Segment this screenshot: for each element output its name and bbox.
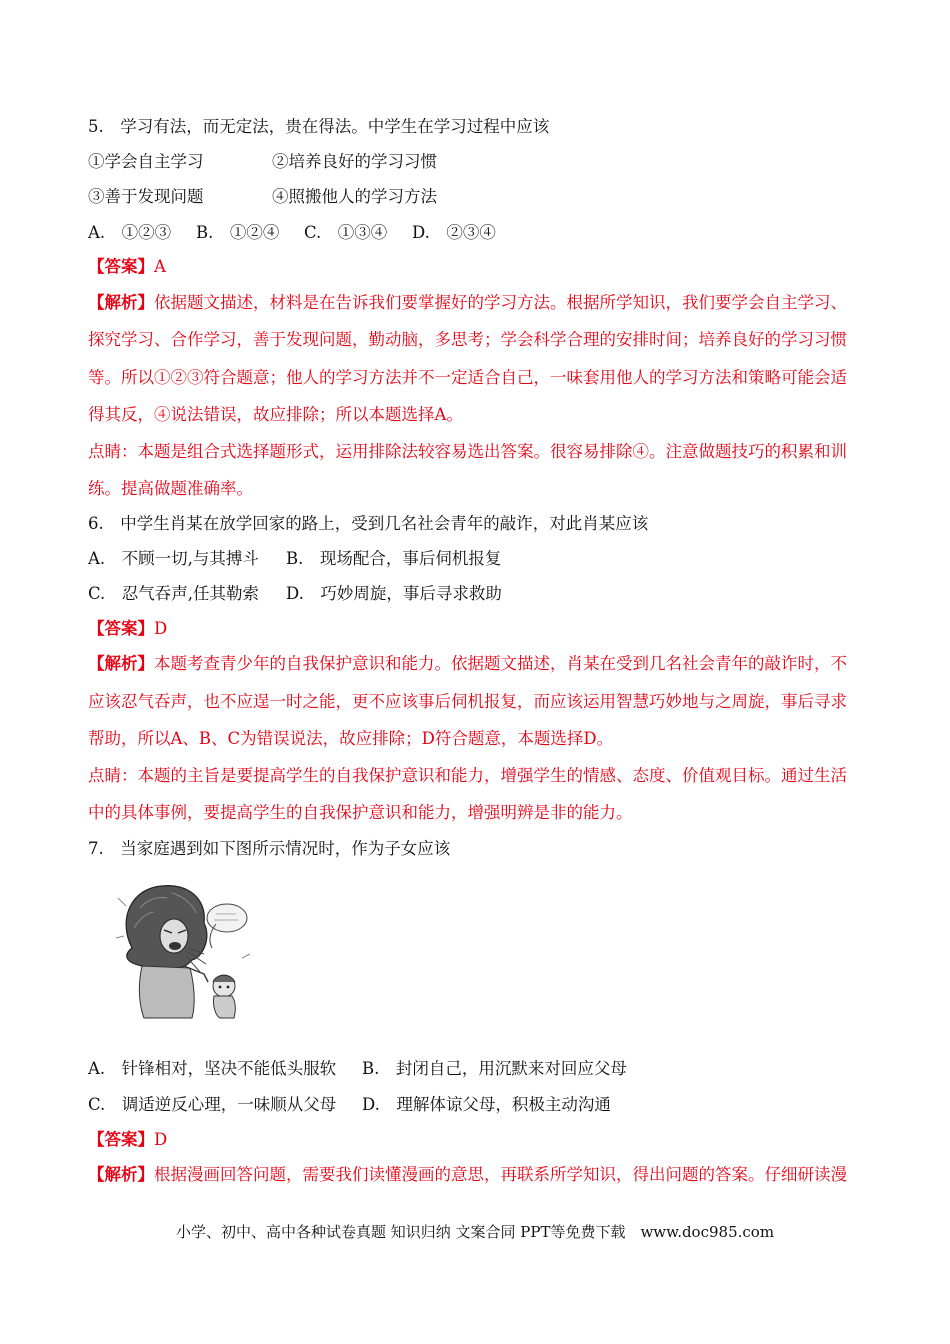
q5-item-2: ②培养良好的学习习惯 (272, 152, 437, 171)
q5-option-d: D. ②③④ (412, 223, 496, 242)
q6-answer (88, 618, 863, 640)
answer-tag: 【答案】 (88, 257, 154, 276)
analysis-tag: 【解析】 (88, 654, 154, 673)
q5-stem: 5. 学习有法，而无定法，贵在得法。中学生在学习过程中应该 (88, 117, 550, 136)
q7-option-b: B. 封闭自己，用沉默来对回应父母 (362, 1059, 627, 1078)
q5-answer (88, 256, 863, 278)
q6-option-b: B. 现场配合，事后伺机报复 (286, 549, 502, 568)
cartoon-illustration (112, 878, 252, 1020)
analysis-tag: 【解析】 (88, 293, 154, 312)
q5-item-1: ①学会自主学习 (88, 152, 204, 171)
q5-analysis-line-1 (88, 292, 863, 314)
q7-option-c: C. 调适逆反心理，一味顺从父母 (88, 1095, 337, 1114)
q5-item-3: ③善于发现问题 (88, 187, 204, 206)
analysis-text: 依据题文描述，材料是在告诉我们要掌握好的学习方法。根据所学知识，我们要学会自主学习、 (154, 293, 847, 312)
analysis-text: 根据漫画回答问题，需要我们读懂漫画的意思，再联系所学知识，得出问题的答案。仔细研读漫 (154, 1165, 847, 1184)
q5-analysis-line-4: 得其反，④说法错误，故应排除；所以本题选择A。 (88, 405, 463, 424)
q5-option-c: C. ①③④ (304, 223, 388, 242)
q6-stem: 6. 中学生肖某在放学回家的路上，受到几名社会青年的敲诈，对此肖某应该 (88, 514, 649, 533)
q6-option-d: D. 巧妙周旋，事后寻求救助 (286, 584, 502, 603)
analysis-tag: 【解析】 (88, 1165, 154, 1184)
q7-option-d: D. 理解体谅父母，积极主动沟通 (362, 1095, 611, 1114)
q5-option-b: B. ①②④ (196, 223, 280, 242)
q7-answer (88, 1129, 863, 1151)
q6-analysis-line-1 (88, 653, 863, 675)
q5-item-4: ④照搬他人的学习方法 (272, 187, 437, 206)
answer-value: D (154, 619, 168, 638)
q6-option-a: A. 不顾一切,与其搏斗 (88, 549, 259, 568)
q6-tip-line-2: 中的具体事例，要提高学生的自我保护意识和能力，增强明辨是非的能力。 (88, 803, 633, 822)
analysis-text: 本题考查青少年的自我保护意识和能力。依据题文描述，肖某在受到几名社会青年的敲诈时，不 (154, 654, 847, 673)
q7-stem: 7. 当家庭遇到如下图所示情况时，作为子女应该 (88, 839, 451, 858)
answer-value: D (154, 1130, 168, 1149)
q5-analysis-line-3: 等。所以①②③符合题意；他人的学习方法并不一定适合自己，一味套用他人的学习方法和策略可能会适 (88, 368, 847, 387)
q6-analysis-line-2: 应该忍气吞声，也不应逞一时之能，更不应该事后伺机报复，而应该运用智慧巧妙地与之周旋，事后寻求 (88, 692, 847, 711)
q5-tip-line-2: 练。提高做题准确率。 (88, 479, 253, 498)
q6-tip-line-1: 点睛：本题的主旨是要提高学生的自我保护意识和能力，增强学生的情感、态度、价值观目标。通过生活 (88, 766, 847, 785)
page-footer: 小学、初中、高中各种试卷真题 知识归纳 文案合同 PPT等免费下载 www.doc985.com (175, 1223, 775, 1241)
answer-value: A (154, 257, 166, 276)
q7-analysis-line-1 (88, 1164, 863, 1186)
q5-option-a: A. ①②③ (88, 223, 172, 242)
q6-analysis-line-3: 帮助，所以A、B、C为错误说法，故应排除；D符合题意，本题选择D。 (88, 729, 614, 748)
q6-option-c: C. 忍气吞声,任其勒索 (88, 584, 260, 603)
q7-option-a: A. 针锋相对，坚决不能低头服软 (88, 1059, 337, 1078)
answer-tag: 【答案】 (88, 1130, 154, 1149)
q5-analysis-line-2: 探究学习、合作学习，善于发现问题，勤动脑，多思考；学会科学合理的安排时间；培养良好的学习习惯 (88, 330, 847, 349)
answer-tag: 【答案】 (88, 619, 154, 638)
q5-tip-line-1: 点睛：本题是组合式选择题形式，运用排除法较容易选出答案。很容易排除④。注意做题技巧的积累和训 (88, 442, 847, 461)
